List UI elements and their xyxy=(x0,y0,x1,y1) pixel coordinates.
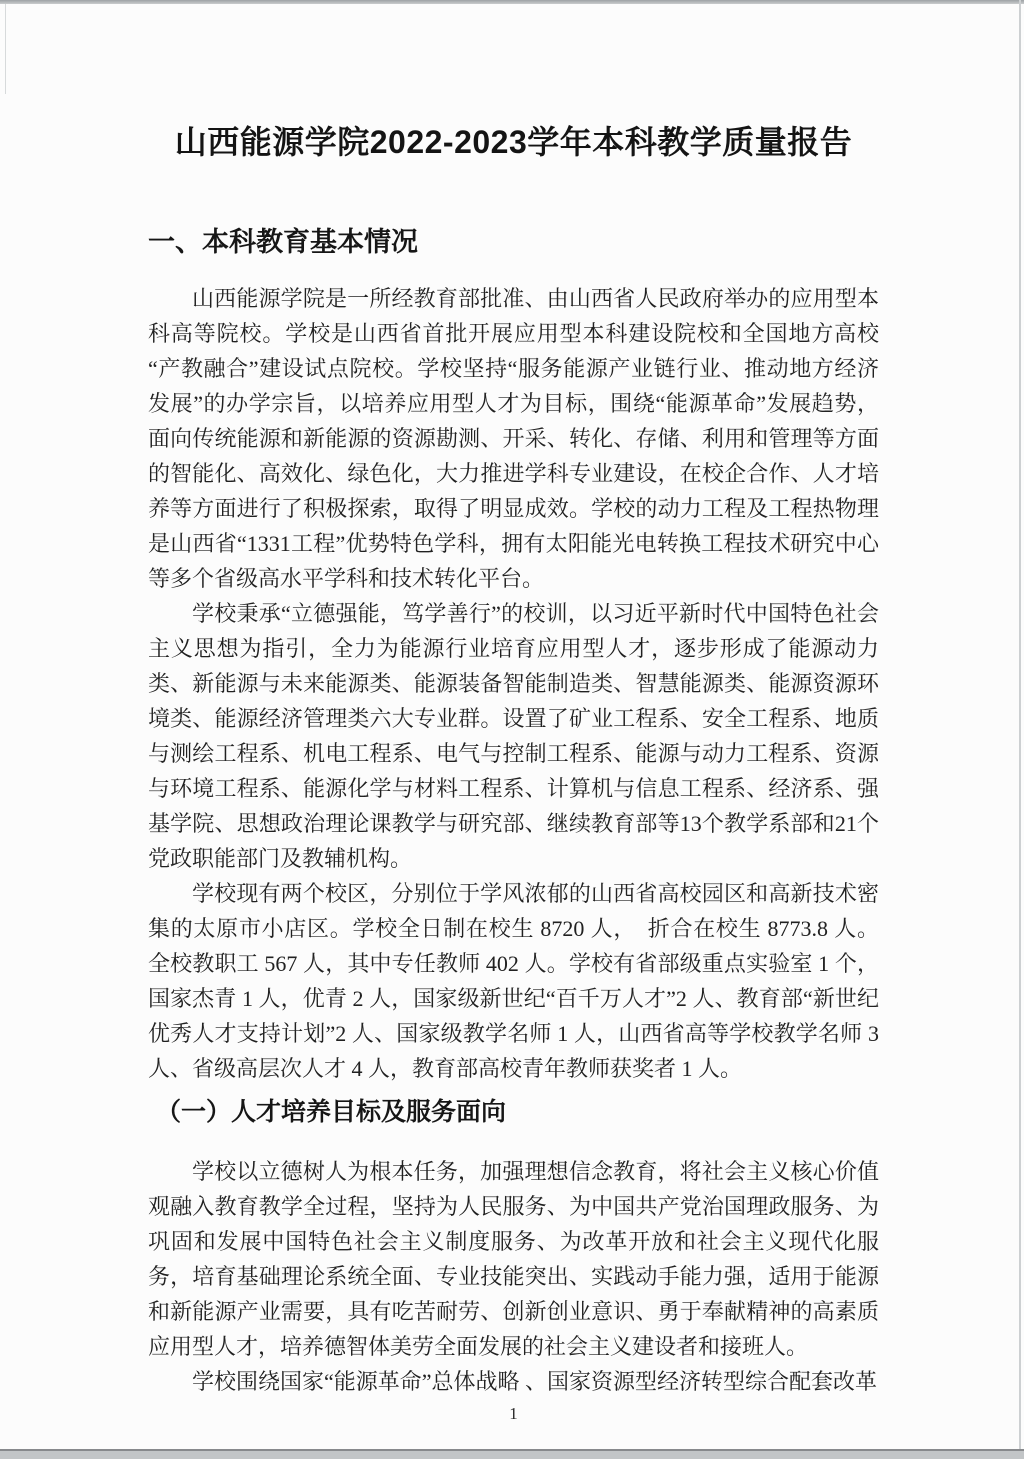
paragraph-training-goals: 学校以立德树人为根本任务，加强理想信念教育，将社会主义核心价值观融入教育教学全过程，坚持为人民服务、为中国共产党治国理政服务、为巩固和发展中国特色社会主义制度服务、为改革开放和社会主义现代化服务，培育基础理论系统全面、专业技能突出、实践动手能力强，适用于能源和新能源产业需要，具有吃苦耐劳、创新创业意识、勇于奉献精神的高素质应用型人才，培养德智体美劳全面发展的社会主义建设者和接班人。 xyxy=(148,1159,879,1359)
section-heading: 一、本科教育基本情况 xyxy=(148,227,418,257)
paragraph-motto-disciplines: 学校秉承“立德强能，笃学善行”的校训，以习近平新时代中国特色社会主义思想为指引，全力为能源行业培育应用型人才，逐步形成了能源动力类、新能源与未来能源类、能源装备智能制造类、智慧能源类、能源资源环境类、能源经济管理类六大专业群。设置了矿业工程系、安全工程系、地质与测绘工程系、机电工程系、电气与控制工程系、能源与动力工程系、资源与环境工程系、能源化学与材料工程系、计算机与信息工程系、经济系、强基学院、思想政治理论课教学与研究部、继续教育部等13个教学系部和21个党政职能部门及教辅机构。 xyxy=(148,601,879,871)
document-title: 山西能源学院2022-2023学年本科教学质量报告 xyxy=(174,124,853,160)
scan-edge-bottom xyxy=(0,1449,1024,1459)
scan-edge-right xyxy=(1019,0,1021,1459)
paragraph-school-overview: 山西能源学院是一所经教育部批准、由山西省人民政府举办的应用型本科高等院校。学校是山西省首批开展应用型本科建设院校和全国地方高校“产教融合”建设试点院校。学校坚持“服务能源产业链行业、推动地方经济发展”的办学宗旨，以培养应用型人才为目标，围绕“能源革命”发展趋势，面向传统能源和新能源的资源勘测、开采、转化、存储、利用和管理等方面的智能化、高效化、绿色化，大力推进学科专业建设，在校企合作、人才培养等方面进行了积极探索，取得了明显成效。学校的动力工程及工程热物理是山西省“1331工程”优势特色学科，拥有太阳能光电转换工程技术研究中心等多个省级高水平学科和技术转化平台。 xyxy=(148,286,879,591)
subsection-heading: （一）人才培养目标及服务面向 xyxy=(156,1098,507,1126)
paragraph-energy-strategy: 学校围绕国家“能源革命”总体战略 、国家资源型经济转型综合配套改革 xyxy=(192,1369,878,1394)
page-number: 1 xyxy=(509,1404,518,1423)
scan-edge-left xyxy=(5,4,6,94)
page-content xyxy=(148,0,879,1424)
paragraph-campus-statistics: 学校现有两个校区，分别位于学风浓郁的山西省高校园区和高新技术密集的太原市小店区。学校全日制在校生 8720 人， 折合在校生 8773.8 人。全校教职工 567 人，其中专任教师 402 人。学校有省部级重点实验室 1 个，国家杰青 1 人，优青 2 人，国家级新世纪“百千万人才”2 人、教育部“新世纪优秀人才支持计划”2 人、国家级教学名师 1 人，山西省高等学校教学名师 3 人、省级高层次人才 4 人，教育部高校青年教师获奖者 1 人。 xyxy=(148,881,879,1081)
